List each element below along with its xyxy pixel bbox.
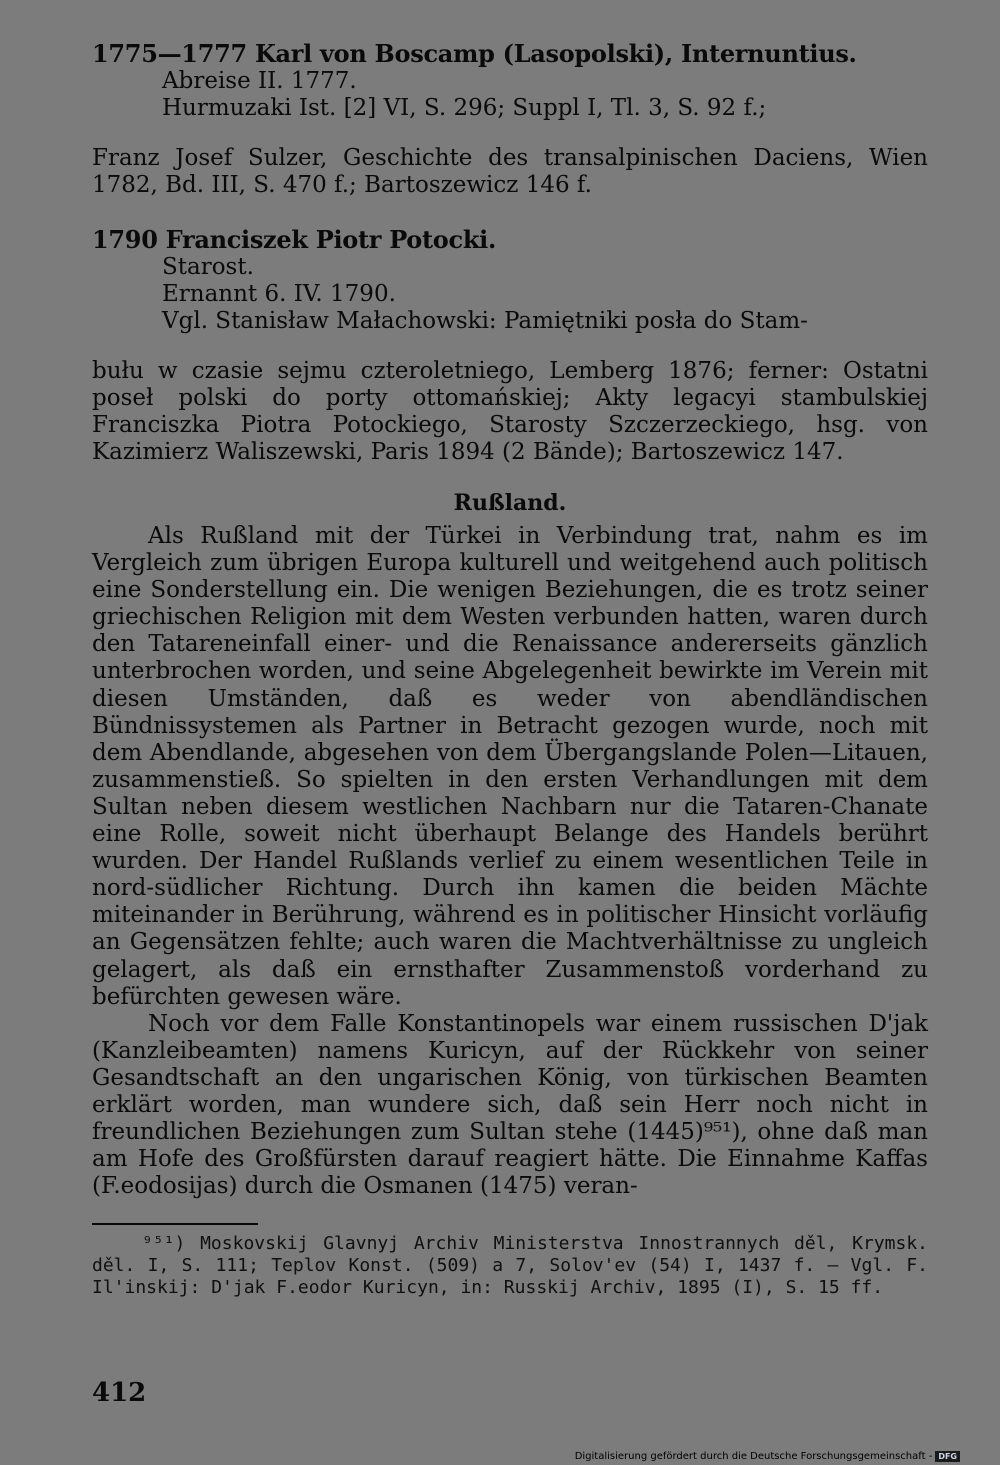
entry-line: Hurmuzaki Ist. [2] VI, S. 296; Suppl I, Tl. 3, S. 92 f.;	[162, 95, 767, 121]
section-title: Rußland.	[453, 490, 567, 516]
page-number: 412	[92, 1378, 147, 1408]
footnote-divider	[92, 1223, 258, 1225]
entry-citation: bułu w czasie sejmu czteroletniego, Lemberg 1876; ferner: Ostatni poseł polski do porty ottomańskiej; Akty legacyi stambulskiej Franciszka Piotra Potockiego, Starosty Szczerzeckiego, hsg. von Kazimierz Waliszewski, Paris 1894 (2 Bände); Bartoszewicz 147.	[92, 358, 928, 465]
digitization-credit	[575, 1451, 960, 1462]
entry-line: Starost.	[162, 254, 254, 280]
credit-text: Digitalisierung gefördert durch die Deutsche Forschungsgemeinschaft -	[574, 1451, 933, 1462]
dfg-logo-icon: DFG	[935, 1451, 960, 1462]
entry-details	[92, 254, 928, 466]
body-paragraph: Als Rußland mit der Türkei in Verbindung trat, nahm es im Vergleich zum übrigen Europa kulturell und weitgehend auch politisch eine Sonderstellung ein. Die wenigen Beziehungen, die es trotz seiner griechischen Religion mit dem Westen verbunden hatten, waren durch den Tatareneinfall einer- und die Renaissance andererseits gänzlich unterbrochen worden, und seine Abgelegenheit bewirkte im Verein mit diesen Umständen, daß es weder von abendländischen Bündnissystemen als Partner in Betracht gezogen wurde, noch mit dem Abendlande, abgesehen von dem Übergangslande Polen—Litauen, zusammenstieß. So spielten in den ersten Verhandlungen mit dem Sultan neben diesem westlichen Nachbarn nur die Tataren-Chanate eine Rolle, soweit nicht überhaupt Belange des Handels berührt wurden. Der Handel Rußlands verlief zu einem wesentlichen Teile in nord-südlicher Richtung. Durch ihn kamen die beiden Mächte miteinander in Berührung, während es in politischer Hinsicht vorläufig an Gegensätzen fehlte; auch waren die Machtverhältnisse zu ungleich gelagert, als daß ein ernsthafter Zusammenstoß vorderhand zu befürchten gewesen wäre.	[92, 523, 928, 1010]
entry-line: Ernannt 6. IV. 1790.	[162, 281, 396, 307]
entry-citation: Franz Josef Sulzer, Geschichte des transalpinischen Daciens, Wien 1782, Bd. III, S. 470 f.; Bartoszewicz 146 f.	[92, 145, 928, 198]
entry-line: Vgl. Stanisław Małachowski: Pamiętniki posła do Stam-	[162, 308, 808, 334]
body-paragraph: Noch vor dem Falle Konstantinopels war einem russischen D'jak (Kanzleibeamten) namens Kuricyn, auf der Rückkehr von seiner Gesandtschaft an den ungarischen König, von türkischen Beamten erklärt worden, man wundere sich, daß sein Herr noch nicht in freundlichen Beziehungen zum Sultan stehe (1445)⁹⁵¹), ohne daß man am Hofe des Großfürsten darauf reagiert hätte. Die Einnahme Kaffas (F.eodosijas) durch die Osmanen (1475) veran-	[92, 1010, 928, 1200]
footnote: ⁹⁵¹) Moskovskij Glavnyj Archiv Ministerstva Innostrannych děl, Krymsk. děl. I, S. 111; Teplov Konst. (509) a 7, Solov'ev (54) I, 1437 f. — Vgl. F. Il'inskij: D'jak F.eodor Kuricyn, in: Russkij Archiv, 1895 (I), S. 15 ff.	[92, 1233, 928, 1299]
entry-line: Abreise II. 1777.	[162, 68, 357, 94]
entry-details	[92, 68, 928, 199]
entry-heading: 1775—1777 Karl von Boscamp (Lasopolski), Internuntius.	[92, 39, 857, 68]
entry-heading: 1790 Franciszek Piotr Potocki.	[92, 225, 497, 254]
page-body	[92, 40, 928, 1299]
